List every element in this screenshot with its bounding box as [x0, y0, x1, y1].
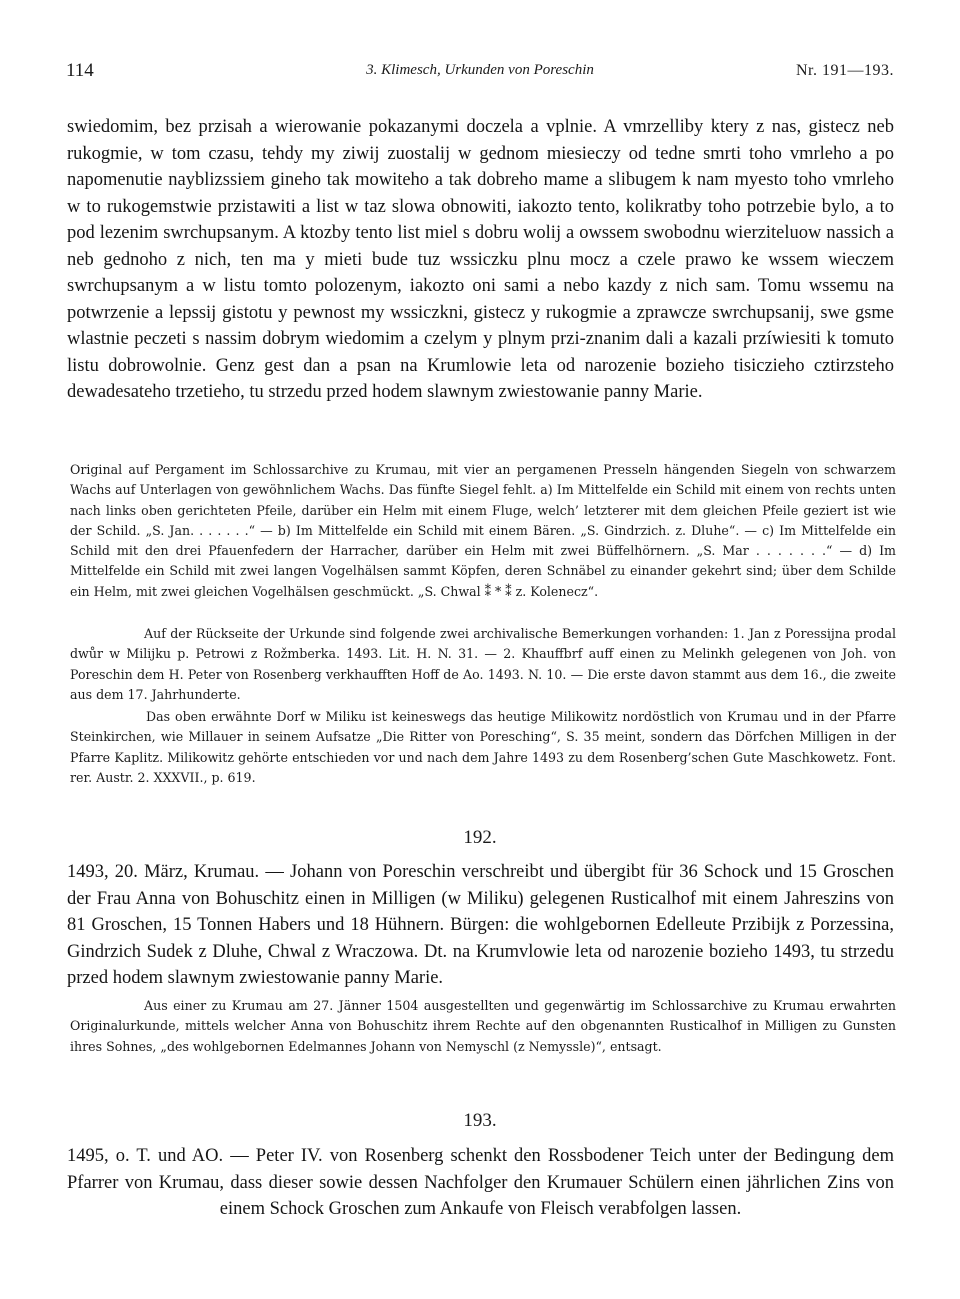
charter-193-regest: 1495, o. T. und AO. — Peter IV. von Rosenberg schenkt den Rossbodener Teich unter der Bedingung dem Pfarrer von Krumau, dass dieser sowie dessen Nachfolger den Krumauer Schülern einen jährlichen Zins von einem Schock Groschen zum Ankaufe von Fleisch verabfolgen lassen.	[67, 1146, 894, 1219]
page-header	[66, 60, 894, 88]
document-range: Nr. 191—193.	[796, 62, 894, 79]
charter-191-note-reverse: Auf der Rückseite der Urkunde sind folgende zwei archivalische Bemerkungen vorhanden: 1. Jan z Poressijna prodal dwůr w Milijku p. Petrowi z Rožmberka. 1493. Lit. H. N. 31. — 2. Khauffbrf auff einen zu Melinkh gelegenen von Joh. von Poreschin dem H. Peter von Rosenberg verkhaufften Hoff de Ao. 1493. N. 10. — Die erste davon stammt aus dem 16., die zweite aus dem 17. Jahrhunderte.	[70, 626, 896, 702]
document-number-192: 192.	[463, 827, 497, 848]
document-number-193: 193.	[463, 1110, 497, 1131]
charter-192-regest: 1493, 20. März, Krumau. — Johann von Poreschin verschreibt und übergibt für 36 Schock und 15 Groschen der Frau Anna von Bohuschitz einen in Milligen (w Miliku) gelegenen Rusticalhof mit einem Jahreszins von 81 Groschen, 15 Tonnen Habers und 18 Hühnern. Bürgen: die wohlgebornen Edelleute Przibijk z Porzessina, Gindrzich Sudek z Dluhe, Chwal z Wraczowa. Dt. na Krumvlowie leta od narozenie bozieho 1493, tu strzedu przed hodem slawnym zwiestowanie panny Marie.	[67, 862, 894, 988]
page-number: 114	[66, 60, 94, 81]
running-title: 3. Klimesch, Urkunden von Poreschin	[366, 62, 594, 78]
charter-192-note: Aus einer zu Krumau am 27. Jänner 1504 ausgestellten und gegenwärtig im Schlossarchive zu Krumau erwahrten Originalurkunde, mittels welcher Anna von Bohuschitz ihrem Rechte auf den obgenannten Rusticalhof in Milligen zu Gunsten ihres Sohnes, „des wohlgebornen Edelmannes Johann von Nemyschl (z Nemyssle)“, entsagt.	[70, 998, 896, 1054]
charter-191-text: swiedomim, bez przisah a wierowanie pokazanymi doczela a vplnie. A vmrzelliby ktery z nas, gistecz neb rukogmie, w tom czasu, tehdy my ziwij zuostalij w gednom miesieczy od tedne smrti toho vmrleho a po napomenutie nayblizssiem gineho tak mowiteho a tak dobreho mame a slibugem k nam myesto toho vmrleho w to rukogemstwie przistawiti a list w taz slowa obnowiti, iakozto tento, kolikratby toho potrzebie bylo, a to pod lezenim swrchupsanym. A ktozby tento list miel s dobru wolij a owssem swobodnu wierziteluow nassich a neb gednoho z nich, ten ma y mieti bude tuz wssiczku plnu mocz a czele prawo ke wssem wieczem swrchupsanym a w listu tomto polozenym, iakozto oni sami a nebo kazdy z nich sam. Tomu wssemu na potwrzenie a lepssij gistotu y pewnost my wssiczkni, gistecz y rukogmie a zprawcze swrchupsanij, swe gsme wlastnie peczeti s nassim dobrym wiedomim a czelym y plnym przi-znanim dali a kazali przíwiesiti k tomuto listu dobrowolnie. Genz gest dan a psan na Krumlowie leta od narozenie bozieho tisiczieho cztirzsteho dewadesateho trzetieho, tu strzedu przed hodem slawnym zwiestowanie panny Marie.	[67, 117, 894, 402]
charter-191-note-village: Das oben erwähnte Dorf w Miliku ist keineswegs das heutige Milikowitz nordöstlich von Krumau und in der Pfarre Steinkirchen, wie Millauer in seinem Aufsatze „Die Ritter von Poresching“, S. 35 meint, sondern das Dörfchen Milligen in der Pfarre Kaplitz. Milikowitz gehörte entschieden vor und nach dem Jahre 1493 zu dem Rosenberg’schen Gute Maschkowetz. Font. rer. Austr. 2. XXXVII., p. 619.	[70, 709, 896, 785]
charter-191-note-original: Original auf Pergament im Schlossarchive zu Krumau, mit vier an pergamenen Presseln hängenden Siegeln von schwarzem Wachs auf Unterlagen von gewöhnlichem Wachs. Das fünfte Siegel fehlt. a) Im Mittelfelde ein Schild mit einem von rechts unten nach links oben gerichteten Pfeile, darüber ein Helm mit einem Fluge, welch’ letzterer mit dem gleichen Pfeile geziert ist wie der Schild. „S. Jan. . . . . . .“ — b) Im Mittelfelde ein Schild mit einem Bären. „S. Gindrzich. z. Dluhe“. — c) Im Mittelfelde ein Schild mit den drei Pfauenfedern der Harracher, darüber ein Helm mit zwei Büffelhörnern. „S. Mar . . . . . . .“ — d) Im Mittelfelde ein Schild mit zwei langen Vogelhälsen sammt Köpfen, deren Schnäbel zu einander gekehrt sind; über dem Schilde ein Helm, mit zwei gleichen Vogelhälsen geschmückt. „S. Chwal ⁑ * ⁑ z. Kolenecz“.	[70, 462, 896, 599]
